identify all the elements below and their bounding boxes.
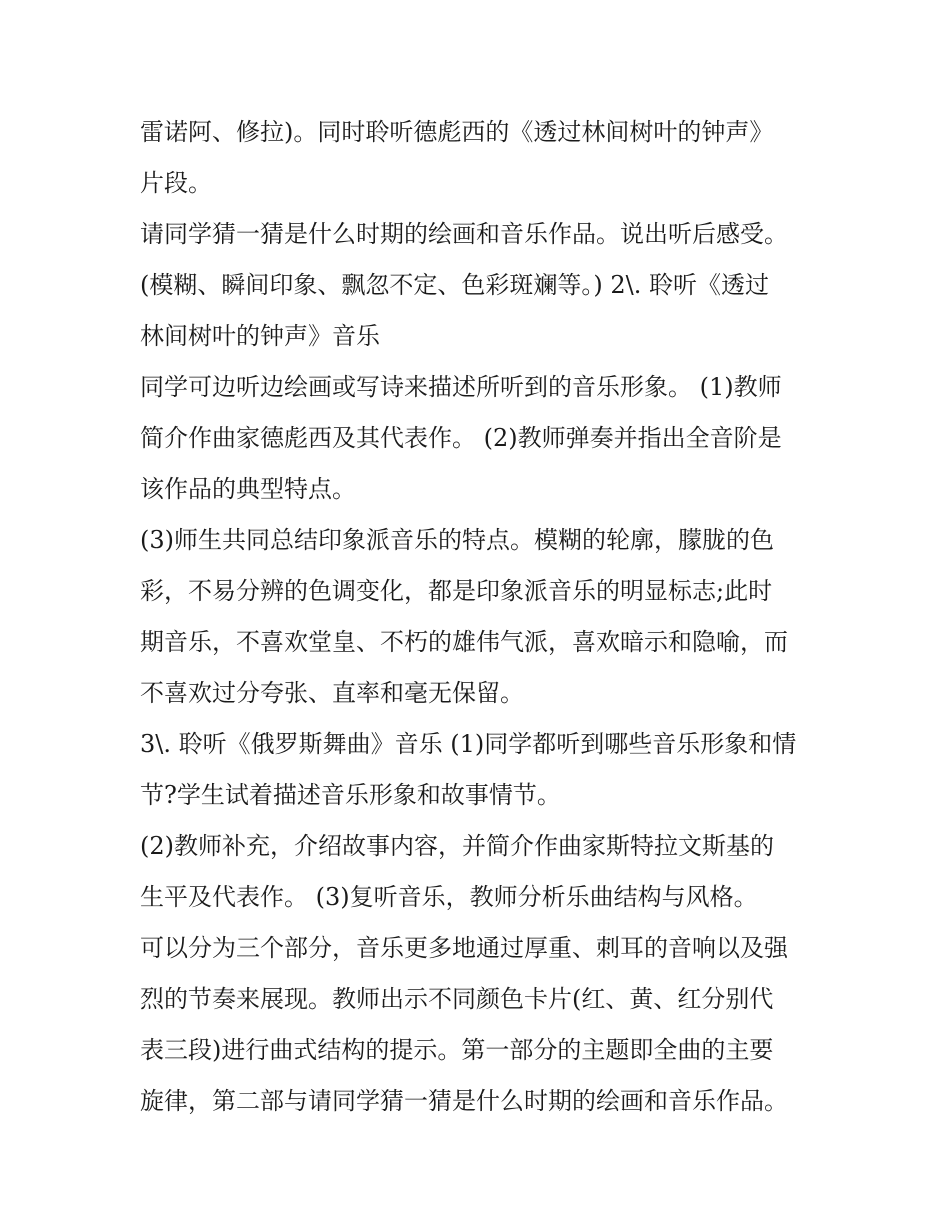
- text-line: 简介作曲家德彪西及其代表作。 (2)教师弹奏并指出全音阶是: [140, 424, 782, 452]
- text-line: 旋律，第二部与请同学猜一猜是什么时期的绘画和音乐作品。: [140, 1087, 788, 1115]
- text-line: 林间树叶的钟声》音乐: [140, 322, 380, 350]
- text-line: (3)师生共同总结印象派音乐的特点。模糊的轮廓，朦胧的色: [140, 526, 774, 554]
- text-line: 雷诺阿、修拉)。同时聆听德彪西的《透过林间树叶的钟声》: [140, 118, 774, 146]
- text-line: 期音乐，不喜欢堂皇、不朽的雄伟气派，喜欢暗示和隐喻，而: [140, 628, 788, 656]
- text-line: 同学可边听边绘画或写诗来描述所听到的音乐形象。 (1)教师: [140, 373, 782, 401]
- text-line: 烈的节奏来展现。教师出示不同颜色卡片(红、黄、红分别代: [140, 985, 774, 1013]
- text-line: 片段。: [140, 169, 212, 197]
- text-line: 生平及代表作。 (3)复听音乐，教师分析乐曲结构与风格。: [140, 883, 758, 911]
- text-line: 请同学猜一猜是什么时期的绘画和音乐作品。说出听后感受。: [140, 220, 788, 248]
- text-line: 不喜欢过分夸张、直率和毫无保留。: [140, 679, 524, 707]
- text-line: 3\. 聆听《俄罗斯舞曲》音乐 (1)同学都听到哪些音乐形象和情: [140, 730, 797, 758]
- text-line: 彩，不易分辨的色调变化，都是印象派音乐的明显标志;此时: [140, 577, 773, 605]
- text-line: 表三段)进行曲式结构的提示。第一部分的主题即全曲的主要: [140, 1036, 774, 1064]
- text-line: 该作品的典型特点。: [140, 475, 356, 503]
- text-line: 节?学生试着描述音乐形象和故事情节。: [140, 781, 561, 809]
- document-body: [140, 107, 830, 1127]
- text-line: (模糊、瞬间印象、飘忽不定、色彩斑斓等。) 2\. 聆听《透过: [140, 271, 769, 299]
- text-line: (2)教师补充，介绍故事内容，并简介作曲家斯特拉文斯基的: [140, 832, 774, 860]
- text-line: 可以分为三个部分，音乐更多地通过厚重、刺耳的音响以及强: [140, 934, 788, 962]
